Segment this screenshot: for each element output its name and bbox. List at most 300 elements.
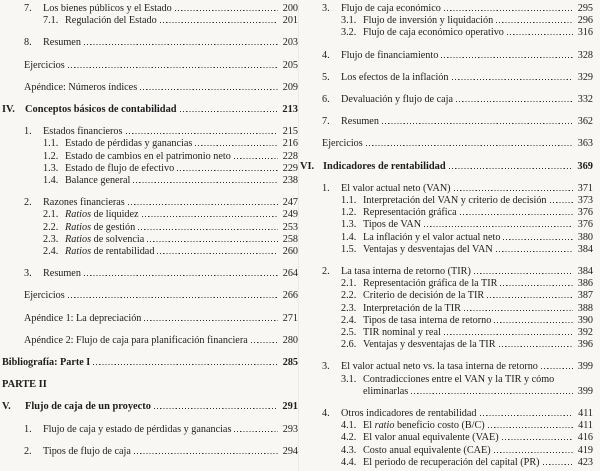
entry-title — [65, 222, 135, 234]
entry-number: 1. — [322, 182, 330, 194]
entry-title — [363, 303, 461, 315]
entry-number: 2.4. — [43, 246, 59, 258]
entry-title — [43, 126, 123, 138]
entry-title — [363, 445, 491, 457]
toc-entry — [300, 445, 593, 457]
dotted-leader — [500, 283, 573, 286]
entry-title-text: Ejercicios — [24, 59, 65, 71]
page-number: 249 — [282, 209, 298, 221]
entry-title-text: beneficio costo (B/C) — [394, 420, 485, 432]
entry-title — [363, 290, 484, 302]
entry-title — [341, 361, 538, 373]
entry-title — [363, 195, 547, 207]
entry-number: 6. — [322, 94, 330, 106]
entry-title-text: de liquidez — [91, 209, 139, 221]
toc-entry — [300, 94, 593, 106]
page-number: 316 — [577, 27, 593, 39]
entry-title — [323, 161, 446, 173]
dotted-leader — [84, 42, 278, 45]
dotted-leader — [444, 332, 573, 335]
part-heading — [2, 379, 298, 391]
entry-title — [2, 357, 90, 369]
toc-entry — [300, 315, 593, 327]
entry-title-text: El — [363, 420, 375, 432]
page-number: 419 — [577, 444, 593, 456]
toc-entry — [2, 126, 298, 138]
entry-title — [43, 37, 81, 49]
toc-entry — [300, 207, 593, 219]
page-number: 293 — [282, 423, 298, 435]
page-number: 229 — [282, 162, 298, 174]
entry-title-text: Apéndice 2: Flujo de caja para planificación financiera — [24, 334, 248, 346]
entry-title — [363, 27, 504, 39]
entry-title — [25, 401, 151, 413]
dotted-leader — [454, 188, 573, 191]
entry-title — [341, 116, 379, 128]
entry-title-italic-word: Ratios — [65, 209, 92, 221]
toc-entry — [2, 313, 298, 325]
dotted-leader — [502, 437, 573, 440]
entry-title — [363, 327, 441, 339]
entry-title-text: Resumen — [341, 116, 379, 128]
entry-title-text: Flujo de caja económico — [341, 3, 441, 14]
entry-number: 2.1. — [43, 209, 59, 221]
page-number: 213 — [282, 104, 298, 116]
entry-title-text: eliminarlas — [363, 385, 409, 397]
page-number: 247 — [282, 197, 298, 209]
page-number: 399 — [577, 385, 593, 397]
toc-entry — [2, 60, 298, 72]
entry-title — [65, 138, 192, 150]
entry-number: 1.2. — [43, 150, 59, 162]
entry-title-text: Indicadores de rentabilidad — [323, 160, 446, 172]
toc-entry — [2, 82, 298, 94]
entry-title-text: El periodo de recuperación del capital (PR) — [363, 456, 540, 468]
page-number: 376 — [577, 207, 593, 219]
toc-entry — [2, 163, 298, 175]
entry-number: VI. — [300, 160, 315, 172]
dotted-leader — [550, 200, 573, 203]
dotted-leader — [494, 320, 573, 323]
dotted-leader — [474, 271, 573, 274]
page-number: 328 — [577, 49, 593, 61]
page-number: 363 — [577, 138, 593, 150]
toc-entry — [300, 72, 593, 84]
entry-title-text: Flujo de caja de un proyecto — [25, 401, 151, 413]
toc-column-right — [300, 3, 593, 471]
entry-title — [341, 94, 453, 106]
entry-title — [363, 278, 497, 290]
entry-title-text: Estados financieros — [43, 126, 123, 138]
entry-title-text: de rentabilidad — [91, 246, 155, 258]
entry-number: 3. — [322, 3, 330, 14]
dotted-leader — [134, 451, 278, 454]
entry-title — [341, 183, 451, 195]
page-number: 387 — [577, 290, 593, 302]
entry-title — [341, 50, 438, 62]
dotted-leader — [160, 20, 278, 23]
dotted-leader — [128, 202, 278, 205]
page-number: 396 — [577, 339, 593, 351]
dotted-leader — [140, 87, 278, 90]
dotted-leader — [195, 143, 278, 146]
toc-entry — [300, 303, 593, 315]
toc-entry — [2, 104, 298, 116]
entry-title-text: La tasa interna de retorno (TIR) — [341, 266, 471, 278]
toc-entry — [2, 234, 298, 246]
entry-title-text: Flujo de caja y estado de pérdidas y ganancias — [43, 423, 232, 435]
entry-number: 3.1. — [341, 373, 357, 385]
entry-title-text: Otros indicadores de rentabilidad — [341, 408, 477, 420]
entry-title — [65, 151, 231, 163]
toc-entry — [300, 290, 593, 302]
page-number: 228 — [282, 150, 298, 162]
toc-entry — [2, 197, 298, 209]
entry-title — [363, 315, 491, 327]
entry-title-text: Estado de pérdidas y ganancias — [65, 138, 193, 150]
entry-title-text: Conceptos básicos de contabilidad — [25, 104, 177, 116]
entry-title-italic-word: ratio — [374, 420, 395, 432]
entry-number: 2.3. — [43, 233, 59, 245]
dotted-leader — [366, 143, 573, 146]
entry-title-text: Tipos de flujo de caja — [43, 445, 131, 457]
page-number: 260 — [282, 246, 298, 258]
entry-number: 2.3. — [341, 302, 357, 314]
toc-entry — [300, 266, 593, 278]
entry-number: 1.1. — [341, 195, 357, 207]
entry-title — [363, 432, 499, 444]
dotted-leader — [133, 180, 278, 183]
page-number: 253 — [282, 221, 298, 233]
entry-title-text: El valor actual neto vs. la tasa interna de retorno — [341, 361, 538, 373]
page-number: 411 — [578, 408, 593, 420]
entry-title-text: La inflación y el valor actual neto — [363, 231, 501, 243]
page-number: 362 — [577, 116, 593, 128]
entry-title-text: Apéndice: Números índices — [24, 81, 138, 93]
page-number: 390 — [577, 314, 593, 326]
entry-number: 2. — [322, 266, 330, 278]
dotted-leader — [499, 344, 574, 347]
dotted-leader — [460, 212, 573, 215]
page-number: 384 — [577, 266, 593, 278]
toc-entry — [300, 219, 593, 231]
entry-title — [341, 72, 449, 84]
entry-number: IV. — [2, 104, 15, 116]
page-number: 369 — [577, 160, 593, 172]
toc-entry — [2, 138, 298, 150]
page-number: 332 — [577, 94, 593, 106]
entry-title-text: PARTE II — [2, 379, 47, 391]
entry-title-text: Flujo de financiamiento — [341, 49, 439, 61]
entry-title-text: Flujo de inversión y liquidación — [363, 15, 494, 27]
entry-number: 7. — [24, 3, 32, 14]
page-number: 215 — [282, 126, 298, 138]
entry-title-text: Criterio de decisión de la TIR — [363, 290, 485, 302]
entry-title-text: Los bienes públicos y el Estado — [43, 3, 172, 14]
entry-number: 5. — [322, 71, 330, 83]
entry-title — [363, 420, 485, 432]
entry-title-text: Contradicciones entre el VAN y la TIR y cómo — [363, 373, 555, 385]
toc-entry — [300, 15, 593, 27]
page-number: 380 — [577, 231, 593, 243]
entry-number: 3.2. — [341, 27, 357, 39]
entry-number: 2. — [24, 197, 32, 209]
page-number: 200 — [282, 3, 298, 14]
entry-number: 1. — [24, 126, 32, 138]
toc-entry — [300, 232, 593, 244]
dotted-leader — [93, 362, 278, 365]
entry-title-text: Ejercicios — [322, 138, 363, 150]
entry-title — [341, 266, 471, 278]
entry-title-text: Interpretación del VAN y criterio de decisión — [363, 195, 547, 207]
page-number: 201 — [282, 15, 298, 27]
page-number: 209 — [282, 81, 298, 93]
entry-title-text: Razones financieras — [43, 197, 125, 209]
dotted-leader — [496, 20, 573, 23]
dotted-leader — [456, 99, 573, 102]
toc-entry — [2, 357, 298, 369]
entry-title-text: Devaluación y flujo de caja — [341, 94, 454, 106]
entry-title — [65, 15, 157, 27]
entry-title-text: Regulación del Estado — [65, 15, 157, 27]
toc-entry — [300, 138, 593, 150]
toc-entry — [2, 335, 298, 347]
entry-number: 1. — [24, 423, 32, 435]
dotted-leader — [180, 109, 278, 112]
toc-entry — [300, 432, 593, 444]
page-number: 264 — [282, 268, 298, 280]
dotted-leader — [382, 121, 573, 124]
page-number: 329 — [577, 71, 593, 83]
dotted-leader — [411, 391, 573, 394]
entry-number: 4.1. — [341, 420, 357, 432]
toc-entry — [300, 50, 593, 62]
dotted-leader — [441, 55, 573, 58]
entry-number: 1.5. — [341, 243, 357, 255]
entry-title-text: Resumen — [43, 268, 81, 280]
toc-entry — [2, 151, 298, 163]
entry-number: 3. — [322, 361, 330, 373]
entry-title — [43, 268, 81, 280]
page-number: 280 — [282, 334, 298, 346]
entry-title — [24, 60, 65, 72]
entry-title-text: de gestión — [91, 221, 136, 233]
entry-title-text: Representación gráfica de la TIR — [363, 278, 498, 290]
entry-title — [65, 234, 144, 246]
entry-number: 1.4. — [341, 231, 357, 243]
page-number: 258 — [282, 233, 298, 245]
page-number: 399 — [577, 361, 593, 373]
entry-title — [363, 457, 540, 469]
entry-title — [363, 374, 554, 386]
page-gutter-divider — [298, 0, 299, 471]
dotted-leader — [424, 224, 573, 227]
entry-title-text: Balance general — [65, 175, 131, 187]
entry-title — [363, 15, 493, 27]
entry-title — [24, 82, 137, 94]
entry-title — [65, 246, 154, 258]
entry-title-text: Los efectos de la inflación — [341, 71, 449, 83]
toc-entry — [300, 420, 593, 432]
entry-number: 4.2. — [341, 432, 357, 444]
page-number: 411 — [578, 420, 593, 432]
entry-title-text: Flujo de caja económico operativo — [363, 27, 504, 39]
entry-title-text: TIR nominal y real — [363, 327, 441, 339]
toc-entry — [300, 27, 593, 39]
entry-title — [24, 313, 141, 325]
toc-entry — [300, 386, 593, 398]
dotted-leader — [494, 450, 573, 453]
entry-number: 1.3. — [43, 162, 59, 174]
entry-number: 1.2. — [341, 207, 357, 219]
toc-entry — [2, 37, 298, 49]
entry-title — [363, 244, 493, 256]
entry-number: 3.1. — [341, 15, 357, 27]
page-number: 416 — [577, 432, 593, 444]
toc-entry — [300, 244, 593, 256]
toc-entry — [2, 268, 298, 280]
entry-number: 1.1. — [43, 138, 59, 150]
dotted-leader — [68, 295, 278, 298]
dotted-leader — [251, 340, 278, 343]
page-number: 371 — [577, 182, 593, 194]
page-number: 296 — [577, 15, 593, 27]
page-number: 271 — [282, 312, 298, 324]
page-number: 291 — [282, 401, 298, 413]
entry-number: 1.4. — [43, 175, 59, 187]
entry-number: 8. — [24, 37, 32, 49]
entry-number: 2.6. — [341, 339, 357, 351]
entry-number: 3. — [24, 268, 32, 280]
entry-title — [65, 209, 139, 221]
toc-entry — [2, 290, 298, 302]
page-number: 203 — [282, 37, 298, 49]
toc-entry — [300, 327, 593, 339]
dotted-leader — [496, 249, 573, 252]
toc-entry — [2, 446, 298, 458]
entry-title — [363, 207, 457, 219]
entry-title-italic-word: Ratios — [65, 221, 92, 233]
entry-title-text: de solvencia — [91, 233, 145, 245]
dotted-leader — [464, 308, 573, 311]
entry-title-text: El valor anual equivalente (VAE) — [363, 432, 499, 444]
dotted-leader — [126, 131, 279, 134]
toc-entry — [2, 424, 298, 436]
toc-entry — [300, 116, 593, 128]
entry-number: 7. — [322, 116, 330, 128]
entry-title-text: Estado de cambios en el patrimonio neto — [65, 150, 231, 162]
entry-title-text: Apéndice 1: La depreciación — [24, 312, 142, 324]
entry-number: 2.1. — [341, 278, 357, 290]
toc-entry — [2, 3, 298, 15]
entry-title-text: Estado de flujo de efectivo — [65, 162, 175, 174]
toc-entry — [300, 278, 593, 290]
entry-number: 2.2. — [43, 221, 59, 233]
entry-number: 2. — [24, 445, 32, 457]
dotted-leader — [144, 318, 278, 321]
entry-title-italic-word: Ratios — [65, 233, 92, 245]
entry-title-text: Ventajas y desventajas de la TIR — [363, 339, 496, 351]
toc-entry — [300, 408, 593, 420]
toc-entry — [300, 374, 593, 386]
entry-title — [24, 335, 248, 347]
entry-title — [25, 104, 177, 116]
entry-title-text: Ventajas y desventajas del VAN — [363, 243, 493, 255]
entry-title — [363, 219, 421, 231]
dotted-leader — [177, 168, 278, 171]
dotted-leader — [84, 273, 278, 276]
entry-number: 4.3. — [341, 444, 357, 456]
entry-title — [43, 446, 131, 458]
entry-number: 4.4. — [341, 456, 357, 468]
entry-title — [363, 232, 500, 244]
dotted-leader — [449, 166, 573, 169]
toc-entry — [2, 401, 298, 413]
dotted-leader — [175, 8, 278, 11]
page-number: 295 — [577, 3, 593, 14]
entry-title — [65, 163, 174, 175]
dotted-leader — [487, 295, 573, 298]
dotted-leader — [157, 251, 278, 254]
toc-column-left — [2, 3, 298, 471]
page-number: 294 — [282, 445, 298, 457]
toc-entry — [2, 222, 298, 234]
dotted-leader — [138, 227, 278, 230]
dotted-leader — [154, 406, 278, 409]
toc-entry — [300, 361, 593, 373]
dotted-leader — [503, 237, 573, 240]
entry-number: 1.3. — [341, 219, 357, 231]
entry-title-text: Interpretación de la TIR — [363, 302, 461, 314]
toc-entry — [2, 209, 298, 221]
dotted-leader — [234, 429, 278, 432]
entry-title-text: Representación gráfica — [363, 207, 457, 219]
dotted-leader — [507, 32, 573, 35]
dotted-leader — [543, 462, 573, 465]
page-number: 376 — [577, 219, 593, 231]
entry-title — [43, 424, 231, 436]
entry-number: 2.2. — [341, 290, 357, 302]
entry-title-text: Bibliografía: Parte I — [2, 357, 91, 369]
page-number: 205 — [282, 59, 298, 71]
dotted-leader — [480, 413, 573, 416]
dotted-leader — [142, 214, 278, 217]
page-number: 386 — [577, 278, 593, 290]
entry-title — [2, 379, 47, 391]
entry-title-text: Resumen — [43, 37, 81, 49]
entry-title — [363, 386, 408, 398]
entry-number: 2.4. — [341, 314, 357, 326]
dotted-leader — [541, 366, 573, 369]
entry-title — [43, 197, 125, 209]
page-number: 238 — [282, 175, 298, 187]
entry-title-italic-word: Ratios — [65, 246, 92, 258]
toc-entry — [300, 183, 593, 195]
page-number: 392 — [577, 327, 593, 339]
toc-entry — [300, 195, 593, 207]
entry-title — [43, 3, 172, 15]
page-number: 216 — [282, 138, 298, 150]
entry-number: 4. — [322, 408, 330, 420]
entry-title-text: Tipos de VAN — [363, 219, 422, 231]
dotted-leader — [68, 65, 278, 68]
entry-title-text: El valor actual neto (VAN) — [341, 182, 451, 194]
toc-entry — [2, 246, 298, 258]
entry-title — [65, 175, 130, 187]
dotted-leader — [234, 156, 278, 159]
entry-title — [24, 290, 65, 302]
entry-title — [341, 408, 477, 420]
